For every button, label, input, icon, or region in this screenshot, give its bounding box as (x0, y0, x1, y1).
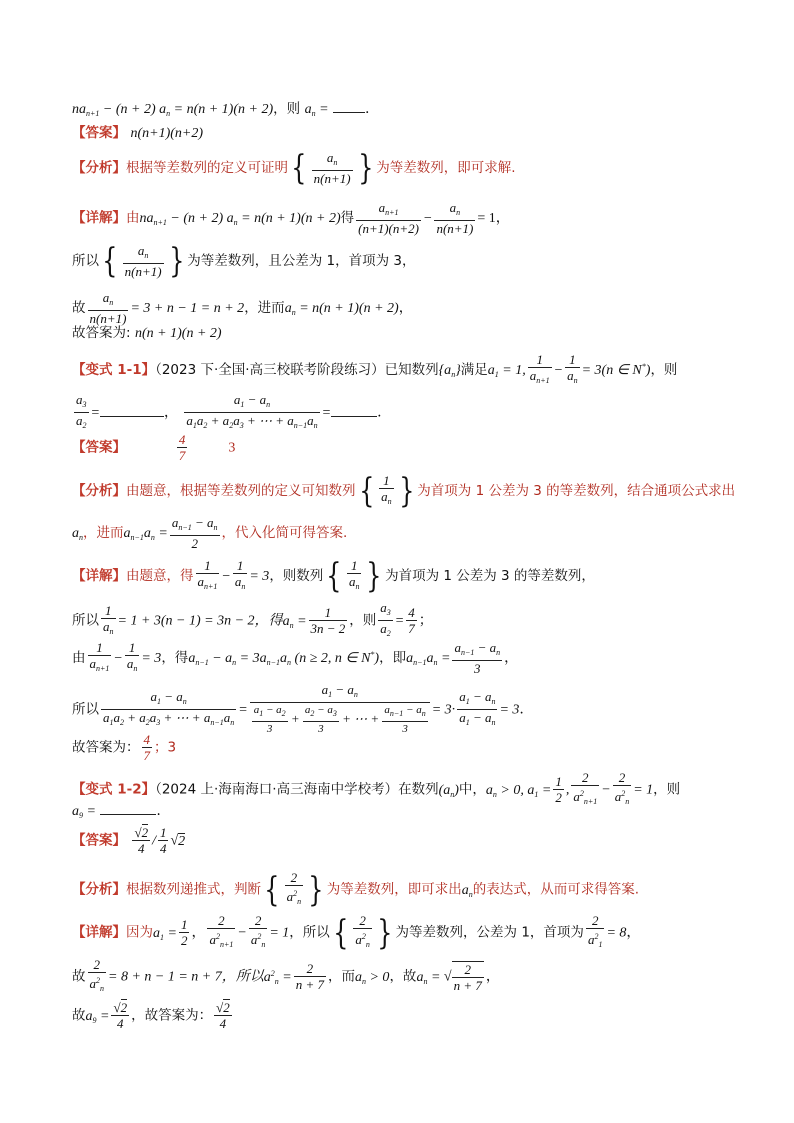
text: 故 (72, 300, 86, 316)
variant-1-1-detail-3: 由 $\frac{1}{a_{n+1}}$ − $\frac{1}{a_n}$ = 3，得$a_{n-1} - a_n = 3a_{n-1}a_n$ (n ≥ 2, n ∈ N*)，即$a_{n-1}a_n$ = $\frac{a_{n-1} - a_n}{3}$ ， (72, 640, 519, 676)
variant-label: 【变式 1-1】 (72, 362, 156, 378)
text: 所以 (72, 612, 99, 629)
text: 满足 (460, 362, 488, 378)
answer-line (72, 124, 734, 143)
variant-1-2-analysis: 【分析】根据数列递推式，判断{ $\frac{2}{a^2_n}$ } 为等差数列，即可求出$a_n$的表达式，从而可求得答案. (72, 869, 640, 910)
text: （2024 上·海南海口·高三海南中学校考）在数列 (155, 781, 439, 798)
math: = 1 + 3(n − 1) = 3n − 2，得 (117, 613, 283, 629)
answer-value: 7 (178, 448, 186, 463)
answer-value: 3 (228, 440, 236, 456)
text: ，故答案为： (131, 1007, 213, 1024)
answer-value: n(n+1)(n+2) (130, 126, 203, 141)
detail-tag: 【详解】 (72, 568, 126, 584)
text: 由 (72, 650, 86, 666)
variant-1-1-analysis: 【分析】由题意，根据等差数列的定义可知数列{ $\frac{1}{a_n}$ } 为首项为 1 公差为 3 的等差数列，结合通项公式求出 (72, 471, 736, 511)
text: 所以 (72, 253, 99, 269)
text: ，而 (327, 968, 355, 985)
line-recurrence: $na_{n+1} - (n + 2) a_n = n(n + 1)(n + 2)$，则 $a_n$ = . (72, 101, 370, 118)
answer-blank[interactable] (100, 802, 156, 815)
variant-1-2-answer: 【答案】 $\frac{√2}{4}$ / $\frac{1}{4}$ √2 (72, 825, 186, 856)
text: 为等差数列，即可求出 (326, 881, 462, 898)
answer-tag: 【答案】 (72, 832, 126, 849)
text: 中， (458, 781, 486, 798)
variant-1-1-detail-2: 所以 $\frac{1}{a_n}$ = 1 + 3(n − 1) = 3n − 2，得$a_n$ = $\frac{1}{3n - 2}$ ，则 $\frac{a_3}{a_2}$ = $\frac{4}{7}$ ； (72, 600, 433, 638)
text: ，则 (653, 781, 681, 798)
text: 为等差数列，且公差为 1，首项为 3， (187, 253, 416, 269)
text: 由题意，得 (126, 568, 194, 584)
text: （2023 下·全国·高三校联考阶段练习）已知数列 (155, 362, 439, 378)
answer-blank[interactable] (100, 404, 164, 417)
answer-tag: 【答案】 (72, 125, 126, 141)
text: ，得 (161, 650, 189, 666)
analysis-line: 【分析】根据等差数列的定义可证明{ $\frac{a_n}{n(n+1)}$ } 为等差数列，即可求解. (72, 148, 516, 188)
analysis-tag: 【分析】 (72, 160, 126, 176)
text: 由 (126, 210, 140, 226)
text: ，所以 (289, 924, 330, 941)
text: ，进而 (244, 300, 285, 316)
text: 的表达式，从而可求得答案. (472, 881, 640, 898)
answer-blank[interactable] (331, 404, 377, 417)
detail-tag: 【详解】 (72, 924, 126, 941)
final-line: 故答案为: n(n + 1)(n + 2) (72, 325, 222, 341)
text: 根据数列递推式，判断 (126, 881, 261, 898)
variant-label: 【变式 1-2】 (72, 781, 156, 798)
analysis-tag: 【分析】 (72, 881, 126, 898)
text: ，即 (379, 650, 407, 666)
text: ，则 (273, 101, 301, 117)
math: = 3 + n − 1 = n + 2 (130, 301, 245, 316)
detail-tag: 【详解】 (72, 210, 126, 226)
text: ，进而 (83, 525, 124, 541)
answer-blank[interactable] (333, 100, 365, 113)
variant-1-1-blanks: $\frac{a_3}{a_2}$ = ， $\frac{a_1 - a_n}{a_1a_2 + a_2a_3 + \cdots + a_{n-1}a_n}$ = . (76, 392, 382, 430)
text: 为等差数列，即可求解. (376, 160, 516, 176)
text: ，则 (349, 612, 377, 629)
text: 得 (340, 210, 355, 226)
text: 由题意，根据等差数列的定义可知数列 (126, 483, 356, 499)
analysis-tag: 【分析】 (72, 483, 126, 499)
variant-1-2-detail-3: 故$a_9$ = $\frac{√2}{4}$ ，故答案为： $\frac{√2}{4}$ (72, 1000, 230, 1031)
variant-1-2-blank: $a_9$ = . (72, 803, 161, 820)
variant-1-2-detail-2: 故 $\frac{2}{a^2_n}$ = 8 + n − 1 = n + 7，所以$a^2_n$ = $\frac{2}{n + 7}$ ，而$a_n > 0$，故$a_n$ = √ $\frac{2}{n + 7}$ ， (72, 957, 500, 993)
text: ，则数列 (269, 568, 324, 584)
text: 故 (72, 968, 86, 985)
variant-1-1-header: 【变式 1-1】（2023 下·全国·高三校联考阶段练习）已知数列$\{a_n\}$满足$a_1 = 1$, $\frac{1}{a_{n+1}}$ − $\frac{1}{a_n}$ = 3(n ∈ N*)，则 (72, 352, 678, 385)
detail-line-2: 所以{ $\frac{a_n}{n(n+1)}$ } 为等差数列，且公差为 1，首项为 3， (72, 241, 416, 281)
text: 根据等差数列的定义可证明 (126, 160, 288, 176)
variant-1-2-header: 【变式 1-2】（2024 上·海南海口·高三海南中学校考）在数列$(a_n)$中，$a_n > 0$, $a_1$ = $\frac{1}{2}$ , $\frac{2}{a^2_{n+1}}$ − $\frac{2}{a^2_n}$ = 1，则 (72, 770, 681, 806)
text: ，则 (650, 362, 678, 378)
text: 为首项为 1 公差为 3 的等差数列， (385, 568, 595, 584)
detail-line-3: 故 $\frac{a_n}{n(n+1)}$ = 3 + n − 1 = n + 2，进而$a_n = n(n + 1)(n + 2)$， (72, 290, 413, 326)
text: 故 (72, 1007, 86, 1024)
text: 故答案为： (72, 739, 140, 756)
text: 所以 (72, 701, 99, 718)
answer-value: 4 (178, 432, 186, 447)
answer-separator: / (152, 833, 156, 849)
variant-1-1-answer (72, 432, 734, 463)
variant-1-1-analysis-2: $a_n$，进而$a_{n-1}a_n$ = $\frac{a_{n-1} - a_n}{2}$ ，代入化简可得答案. (72, 515, 348, 551)
detail-line: 【详解】由$na_{n+1} - (n + 2) a_n = n(n + 1)(n + 2)$得 $\frac{a_{n+1}}{(n+1)(n+2)}$ − $\frac{a_n}{n(n+1)}$ = 1， (72, 200, 510, 236)
text: 因为 (126, 924, 153, 941)
answer-tag: 【答案】 (72, 439, 126, 456)
text: ，故 (389, 968, 417, 985)
text: ，代入化简可得答案. (221, 525, 348, 541)
text: 故答案为: (72, 325, 131, 341)
variant-1-1-final: 故答案为： $\frac{4}{7}$ ；3 (72, 732, 177, 763)
text: 为等差数列，公差为 1，首项为 (395, 924, 584, 941)
text: 为首项为 1 公差为 3 的等差数列，结合通项公式求出 (417, 483, 736, 499)
math: = 8 + n − 1 = n + 7，所以 (108, 969, 264, 985)
text: ；3 (154, 739, 177, 756)
variant-1-2-detail-1: 【详解】因为$a_1$ = $\frac{1}{2}$ ， $\frac{2}{a^2_{n+1}}$ − $\frac{2}{a^2_n}$ = 1，所以{ $\frac{2}{a^2_n}$ } 为等差数列，公差为 1，首项为 $\frac{2}{a^2_1}$ = 8， (72, 912, 641, 953)
variant-1-1-detail-4: 所以 $\frac{a_1 - a_n}{a_1a_2 + a_2a_3 + \cdots + a_{n-1}a_n}$ = $a_1 - a_n$ $\frac{a_1 - a_2}{3}$ + $\frac{a_2 - a_3}{3}$ + ⋯ + $\frac{a_{n-1} - a_n}{3}$ = 3· $\frac{a_1 - a_n}{a_1 - a_n}$ = 3. (72, 682, 524, 735)
variant-1-1-detail-1: 【详解】由题意，得 $\frac{1}{a_{n+1}}$ − $\frac{1}{a_n}$ = 3，则数列{ $\frac{1}{a_n}$ } 为首项为 1 公差为 3 的等差数列， (72, 556, 595, 596)
